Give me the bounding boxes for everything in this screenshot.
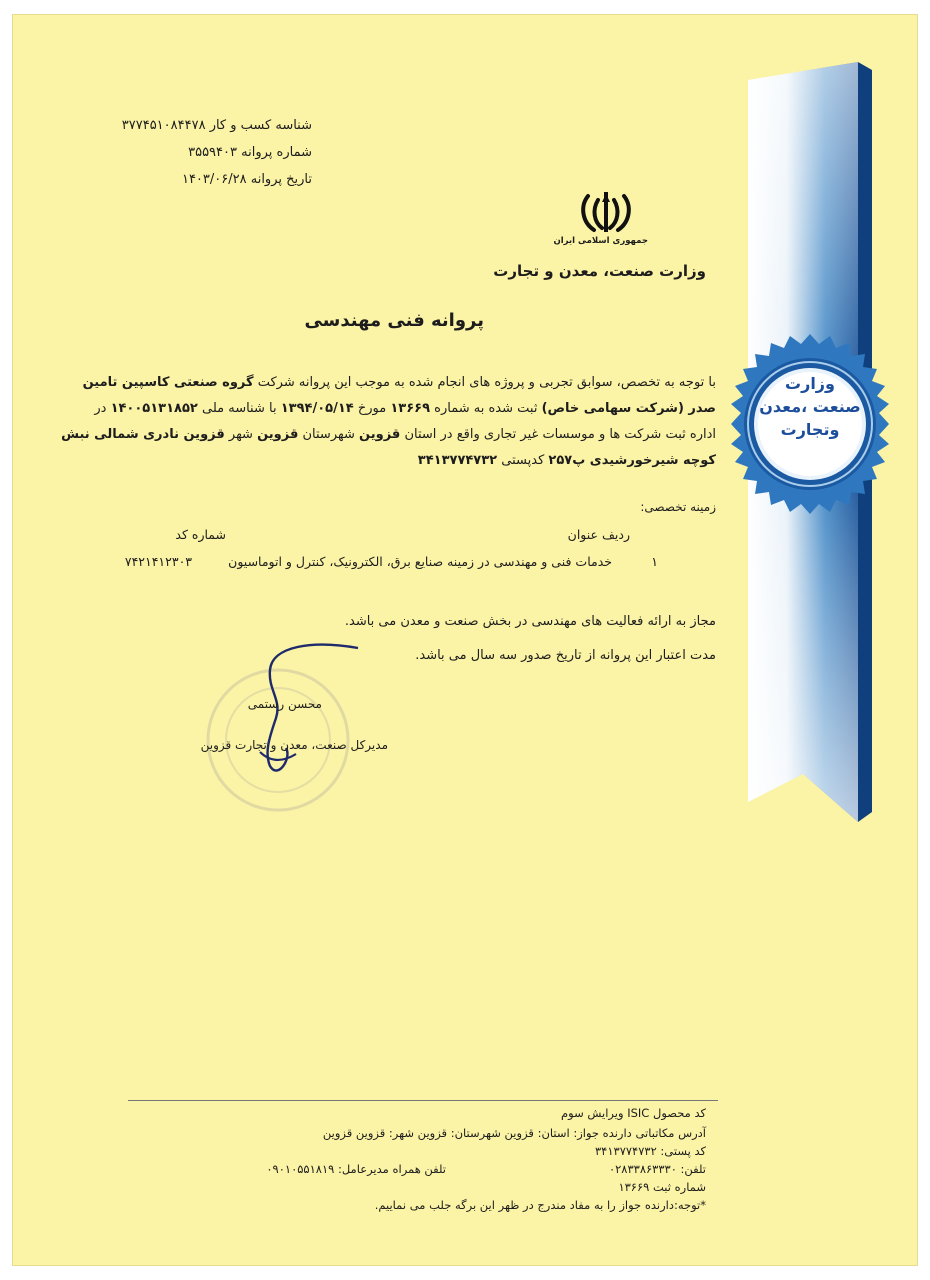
field-label: زمینه تخصصی:	[640, 500, 716, 514]
text-segment: شهر	[228, 427, 253, 442]
footer-postal: کد پستی: ۳۴۱۳۷۷۴۷۳۲	[595, 1144, 706, 1158]
footer-note: *توجه:دارنده جواز را به مفاد مندرج در ظهر این برگه جلب می نماییم.	[374, 1198, 706, 1212]
footer-address: آدرس مکاتباتی دارنده جواز: استان: قزوین شهرستان: قزوین شهر: قزوین قزوین	[322, 1126, 706, 1140]
paragraph-line-2	[94, 401, 716, 416]
address: قزوین نادری شمالی نبش	[61, 427, 225, 442]
paragraph-line-4	[418, 453, 716, 468]
iran-emblem-icon	[578, 190, 634, 234]
column-row-title: ردیف عنوان	[567, 527, 630, 542]
row-index: ۱	[651, 554, 658, 569]
address-street: کوچه شیرخورشیدی پ۲۵۷	[548, 453, 716, 468]
province: قزوین	[359, 427, 401, 442]
registration-date: ۱۳۹۴/۰۵/۱۴	[280, 401, 354, 416]
footer-registration: شماره ثبت ۱۳۶۶۹	[618, 1180, 706, 1194]
row-code: ۷۴۲۱۴۱۲۳۰۳	[124, 554, 192, 569]
company-name: گروه صنعتی کاسپین تامین	[82, 375, 254, 390]
medal-text	[738, 372, 882, 441]
registration-number: ۱۳۶۶۹	[390, 401, 431, 416]
footer-ceo-phone: تلفن همراه مدیرعامل: ۰۹۰۱۰۵۵۱۸۱۹	[266, 1162, 446, 1176]
ministry-name: وزارت صنعت، معدن و تجارت	[493, 262, 706, 280]
text-segment: اداره ثبت شرکت ها و موسسات غیر تجاری واقع در استان	[404, 427, 716, 442]
column-code: شماره کد	[175, 527, 226, 542]
paragraph-line-1	[83, 375, 716, 390]
footer-isic: کد محصول ISIC ویرایش سوم	[561, 1106, 706, 1120]
national-id: ۱۴۰۰۵۱۳۱۸۵۲	[110, 401, 198, 416]
text-segment: مورخ	[357, 401, 387, 416]
document-title: پروانه فنی مهندسی	[304, 310, 484, 331]
footer-divider	[128, 1100, 718, 1101]
text-segment: در	[94, 401, 107, 416]
license-date: تاریخ پروانه ۱۴۰۳/۰۶/۲۸	[181, 172, 312, 187]
postal-code: ۳۴۱۳۷۷۴۷۳۲	[417, 453, 498, 468]
validity-statement: مدت اعتبار این پروانه از تاریخ صدور سه سال می باشد.	[415, 648, 716, 663]
signatory-name: محسن رستمی	[247, 697, 322, 711]
text-segment: ثبت شده به شماره	[434, 401, 538, 416]
business-id: شناسه کسب و کار ۳۷۷۴۵۱۰۸۴۴۷۸	[121, 118, 312, 133]
county: قزوین	[257, 427, 299, 442]
medal-line-2: صنعت ،معدن	[759, 397, 861, 416]
license-number: شماره پروانه ۳۵۵۹۴۰۳	[188, 145, 312, 160]
emblem-caption: جمهوری اسلامی ایران	[553, 236, 648, 246]
text-segment: کدپستی	[501, 453, 545, 468]
text-segment: با شناسه ملی	[201, 401, 277, 416]
permission-statement: مجاز به ارائه فعالیت های مهندسی در بخش صنعت و معدن می باشد.	[344, 614, 716, 629]
text-segment: شهرستان	[302, 427, 355, 442]
text-segment: با توجه به تخصص، سوابق تجربی و پروژه های انجام شده به موجب این پروانه شرکت	[257, 375, 716, 390]
paragraph-line-3	[61, 427, 716, 442]
row-title: خدمات فنی و مهندسی در زمینه صنایع برق، الکترونیک، کنترل و اتوماسیون	[228, 554, 612, 569]
medal-line-1: وزارت	[785, 374, 835, 393]
footer-phone: تلفن: ۰۲۸۳۳۸۶۳۳۳۰	[608, 1162, 706, 1176]
medal-line-3: وتجارت	[780, 420, 840, 439]
company-type: صدر (شرکت سهامی خاص)	[541, 401, 716, 416]
signatory-position: مدیرکل صنعت، معدن و تجارت قزوین	[200, 738, 388, 752]
stamp-and-signature	[182, 640, 402, 815]
